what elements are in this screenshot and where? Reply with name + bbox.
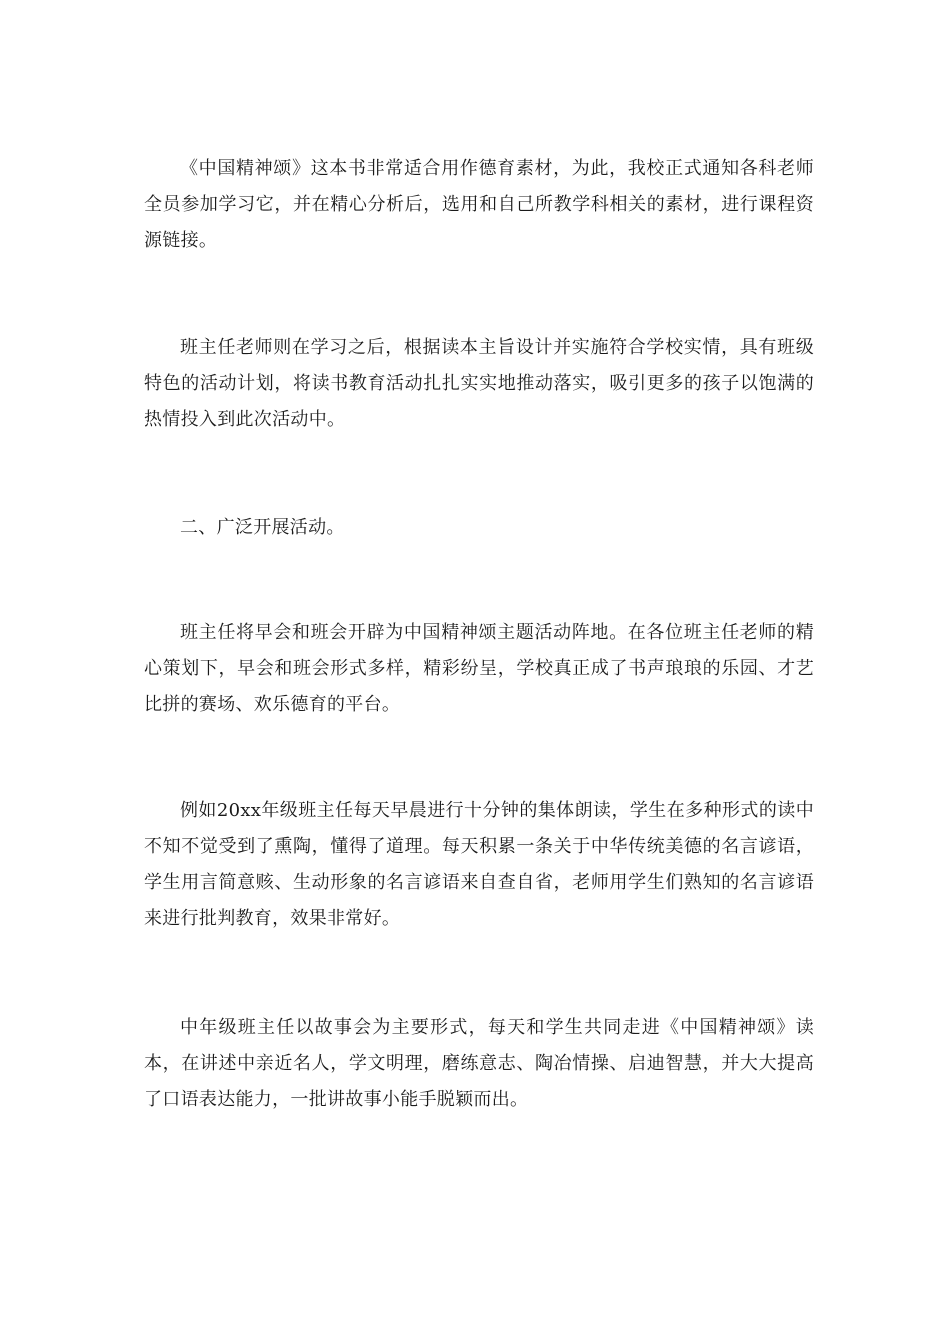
- paragraph-class-teachers-plan: 班主任老师则在学习之后，根据读本主旨设计并实施符合学校实情，具有班级特色的活动计划，将读书教育活动扎扎实实地推动落实，吸引更多的孩子以饱满的热情投入到此次活动中。: [144, 337, 814, 430]
- paragraph-reading-example: 例如20xx年级班主任每天早晨进行十分钟的集体朗读，学生在多种形式的读中不知不觉受到了熏陶，懂得了道理。每天积累一条关于中华传统美德的名言谚语，学生用言简意赅、生动形象的名言谚语来自查自省，老师用学生们熟知的名言谚语来进行批判教育，效果非常好。: [144, 800, 814, 929]
- section-heading-activities: 二、广泛开展活动。: [180, 517, 345, 538]
- paragraph-morning-meetings: 班主任将早会和班会开辟为中国精神颂主题活动阵地。在各位班主任老师的精心策划下，早会和班会形式多样，精彩纷呈，学校真正成了书声琅琅的乐园、才艺比拼的赛场、欢乐德育的平台。: [144, 622, 814, 715]
- paragraph-intro-materials: 《中国精神颂》这本书非常适合用作德育素材，为此，我校正式通知各科老师全员参加学习它，并在精心分析后，选用和自己所教学科相关的素材，进行课程资源链接。: [144, 158, 814, 251]
- paragraph-story-sessions: 中年级班主任以故事会为主要形式，每天和学生共同走进《中国精神颂》读本，在讲述中亲近名人，学文明理，磨练意志、陶冶情操、启迪智慧，并大大提高了口语表达能力，一批讲故事小能手脱颖而出。: [144, 1017, 814, 1110]
